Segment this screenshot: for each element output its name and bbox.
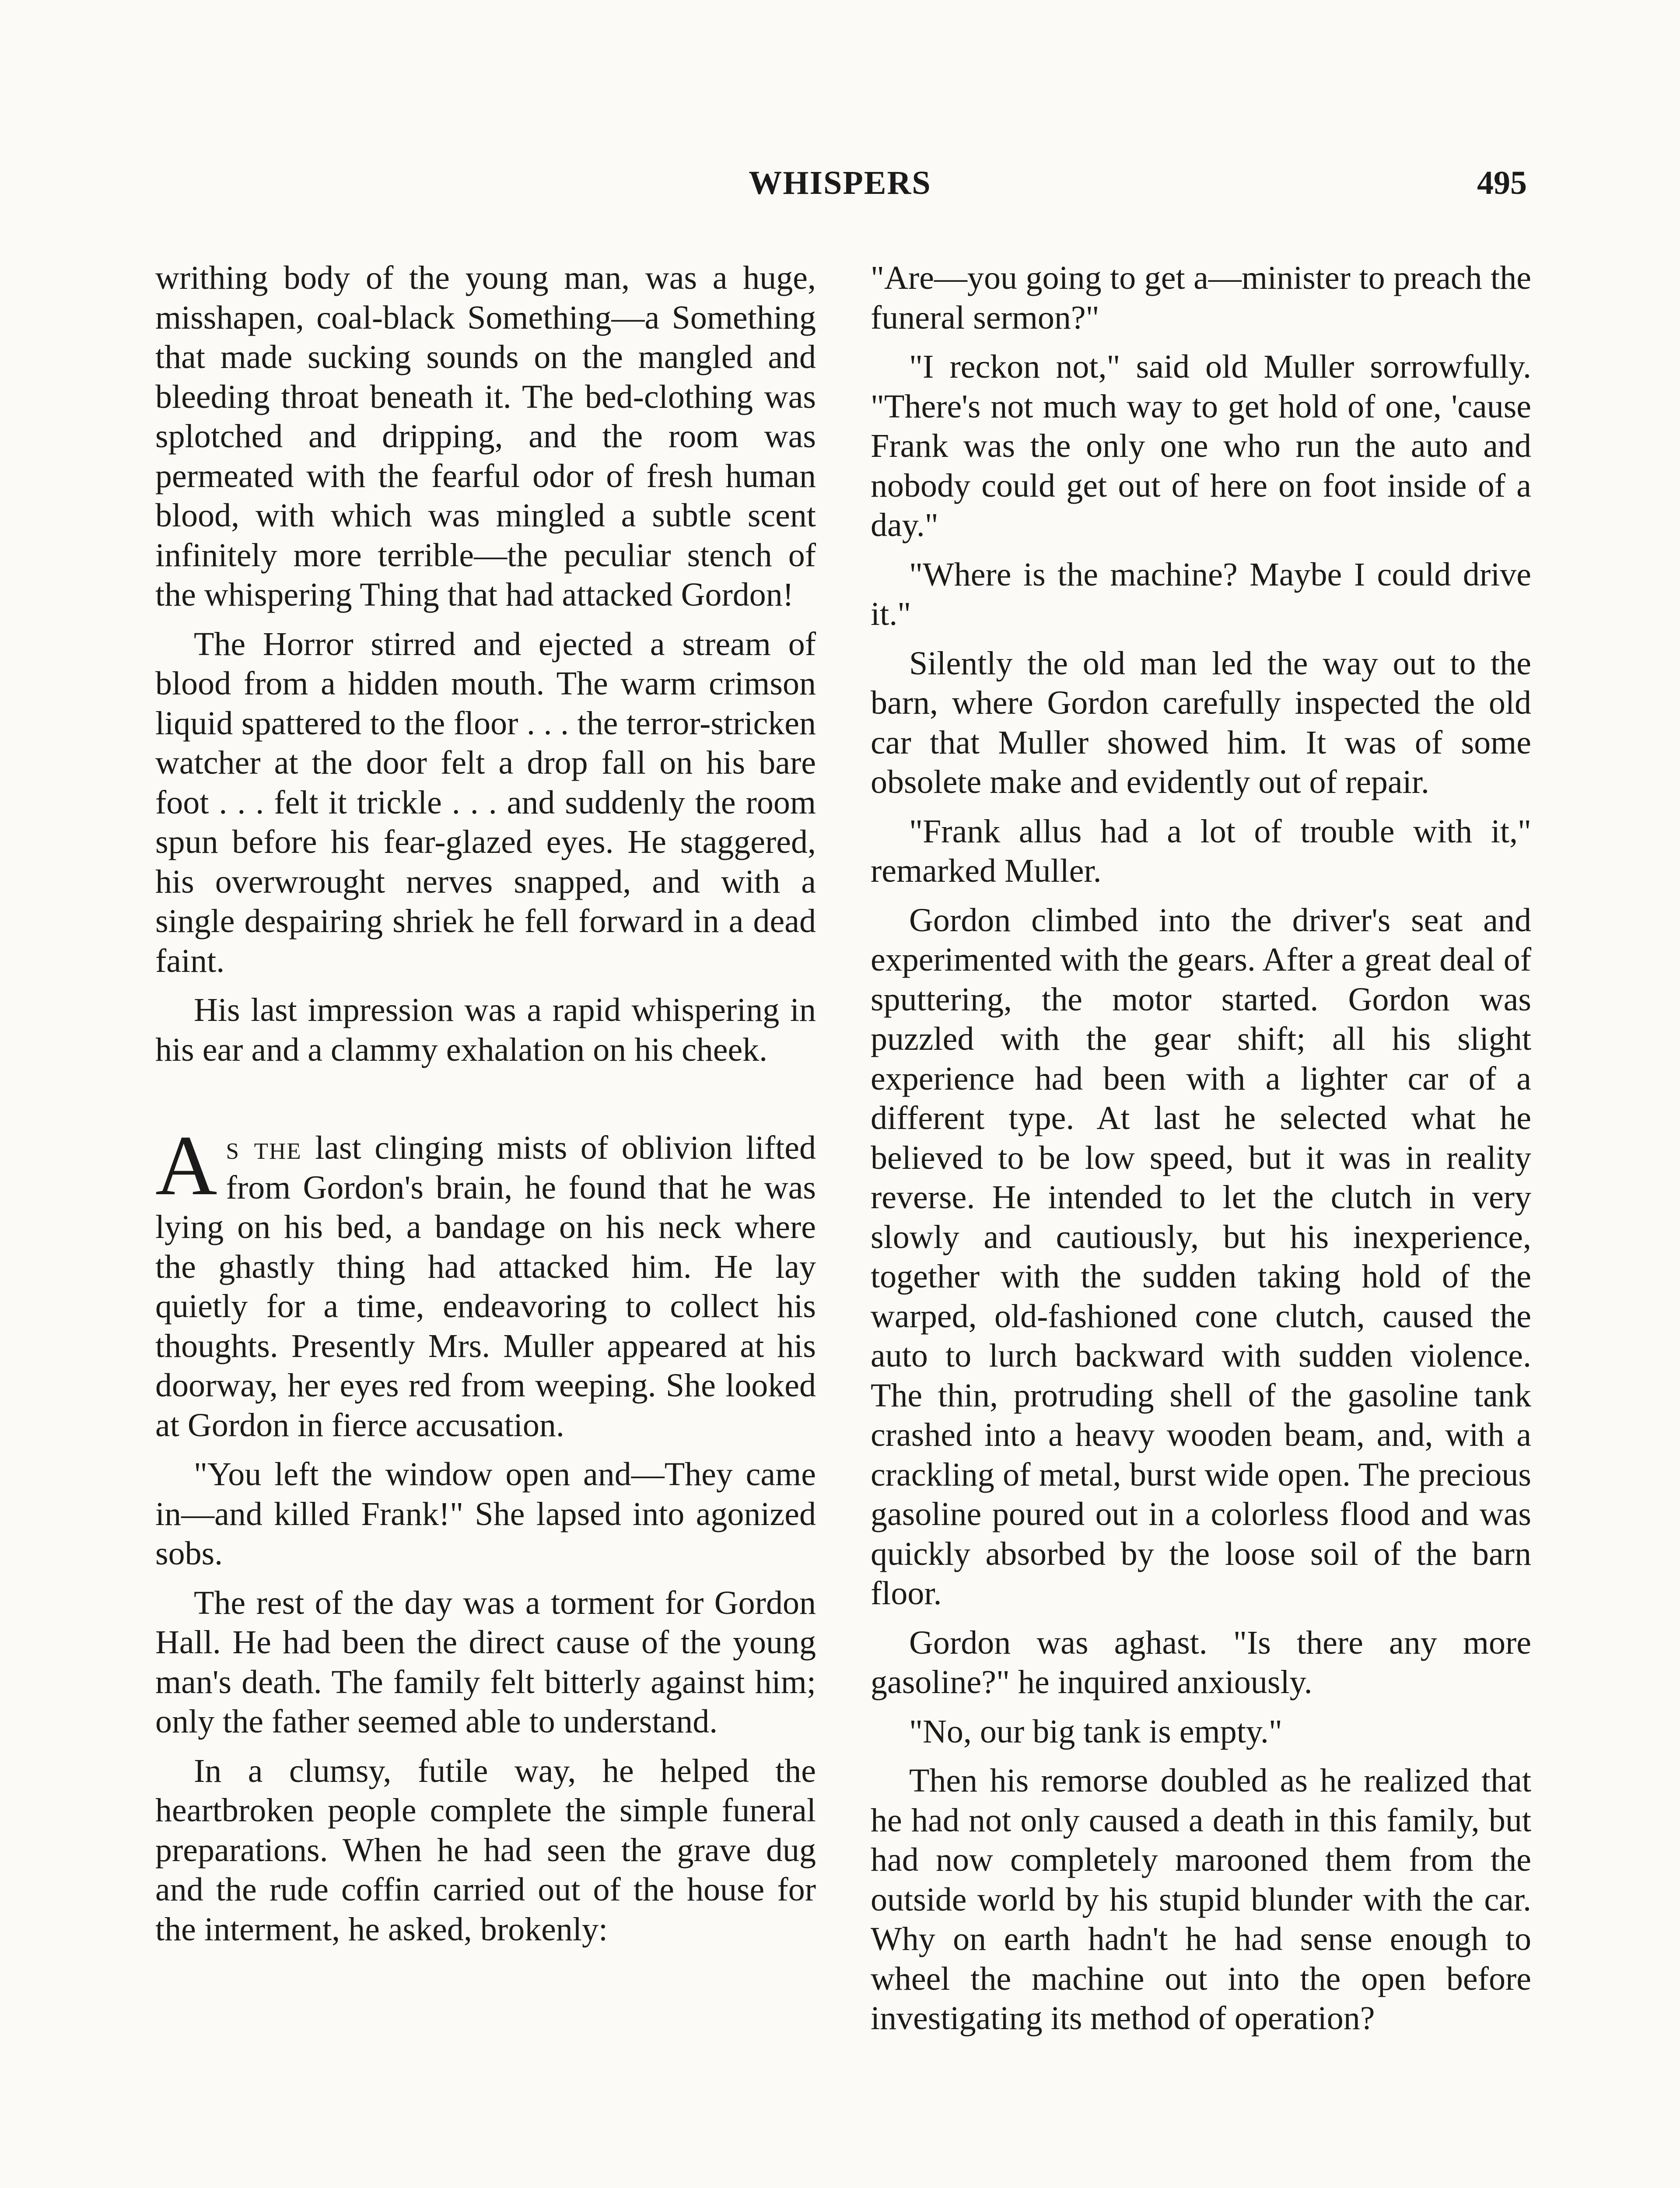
running-title: WHISPERS [749, 165, 931, 201]
paragraph: In a clumsy, futile way, he helped the heartbroken people complete the simple funeral preparations. When he had seen the grave dug and the rude coffin carried out of the house for the interment, he asked, brokenly: [155, 1752, 816, 1948]
paragraph: The rest of the day was a torment for Gordon Hall. He had been the direct cause of the young man's death. The family felt bitterly against him; only the father seemed able to understand. [155, 1584, 816, 1740]
paragraph: Then his remorse doubled as he realized that he had not only caused a death in this family, but had now completely marooned them from the outside world by his stupid blunder with the car. Why on earth hadn't he had sense enough to wheel the machine out into the open before investigating its method of operation? [871, 1762, 1531, 2037]
paragraph: "Frank allus had a lot of trouble with it," remarked Muller. [871, 813, 1531, 889]
paragraph: Gordon was aghast. "Is there any more gasoline?" he inquired anxiously. [871, 1624, 1531, 1701]
paragraph: "You left the window open and—They came in—and killed Frank!" She lapsed into agonized sobs. [155, 1456, 816, 1572]
paragraph: The Horror stirred and ejected a stream of blood from a hidden mouth. The warm crimson liquid spattered to the floor . . . the terror-stricken watcher at the door felt a drop fall on his bare foot . . . felt it trickle . . . and suddenly the room spun before his fear-glazed eyes. He staggered, his overwrought nerves snapped, and with a single despairing shriek he fell forward in a dead faint. [155, 625, 816, 979]
paragraph-text: last clinging mists of oblivion lifted from Gordon's brain, he found that he was lying on his bed, a bandage on his neck where the ghastly thing had attacked him. He lay quietly for a time, endeavoring to collect his thoughts. Presently Mrs. Muller appeared at his doorway, her eyes red from weeping. She looked at Gordon in fierce accusation. [155, 1129, 816, 1444]
drop-cap: A [155, 1118, 217, 1213]
page-header [153, 164, 1527, 208]
paragraph: writhing body of the young man, was a huge, misshapen, coal-black Something—a Something that made sucking sounds on the mangled and bleeding throat beneath it. The bed-clothing was splotched and dripping, and the room was permeated with the fearful odor of fresh human blood, with which was mingled a subtle scent infinitely more terrible—the peculiar stench of the whispering Thing that had attacked Gordon! [155, 259, 816, 613]
paragraph: Gordon climbed into the driver's seat and experimented with the gears. After a great deal of sputtering, the motor started. Gordon was puzzled with the gear shift; all his slight experience had been with a lighter car of a different type. At last he selected what he believed to be low speed, but it was in reality reverse. He intended to let the clutch in very slowly and cautiously, but his inexperience, together with the sudden taking hold of the warped, old-fashioned cone clutch, caused the auto to lurch backward with sudden violence. The thin, protruding shell of the gasoline tank crashed into a heavy wooden beam, and, with a crackling of metal, burst wide open. The precious gasoline poured out in a colorless flood and was quickly absorbed by the loose soil of the barn floor. [871, 901, 1531, 1612]
paragraph: His last impression was a rapid whispering in his ear and a clammy exhalation on his cheek. [155, 992, 816, 1068]
small-caps-lead: s the [226, 1129, 302, 1166]
section-break [155, 1079, 816, 1128]
right-column [871, 258, 1531, 2048]
page-number: 495 [1477, 165, 1527, 201]
paragraph: "Are—you going to get a—minister to preach the funeral sermon?" [871, 259, 1531, 336]
paragraph: Silently the old man led the way out to the barn, where Gordon carefully inspected the old car that Muller showed him. It was of some obsolete make and evidently out of repair. [871, 645, 1531, 800]
paragraph: "I reckon not," said old Muller sorrowfully. "There's not much way to get hold of one, 'cause Frank was the only one who run the auto and nobody could get out of here on foot inside of a day." [871, 348, 1531, 543]
left-column [155, 258, 816, 1959]
paragraph: "Where is the machine? Maybe I could drive it." [871, 556, 1531, 632]
dropcap-paragraph [155, 1118, 816, 1445]
paragraph: "No, our big tank is empty." [909, 1713, 1282, 1750]
